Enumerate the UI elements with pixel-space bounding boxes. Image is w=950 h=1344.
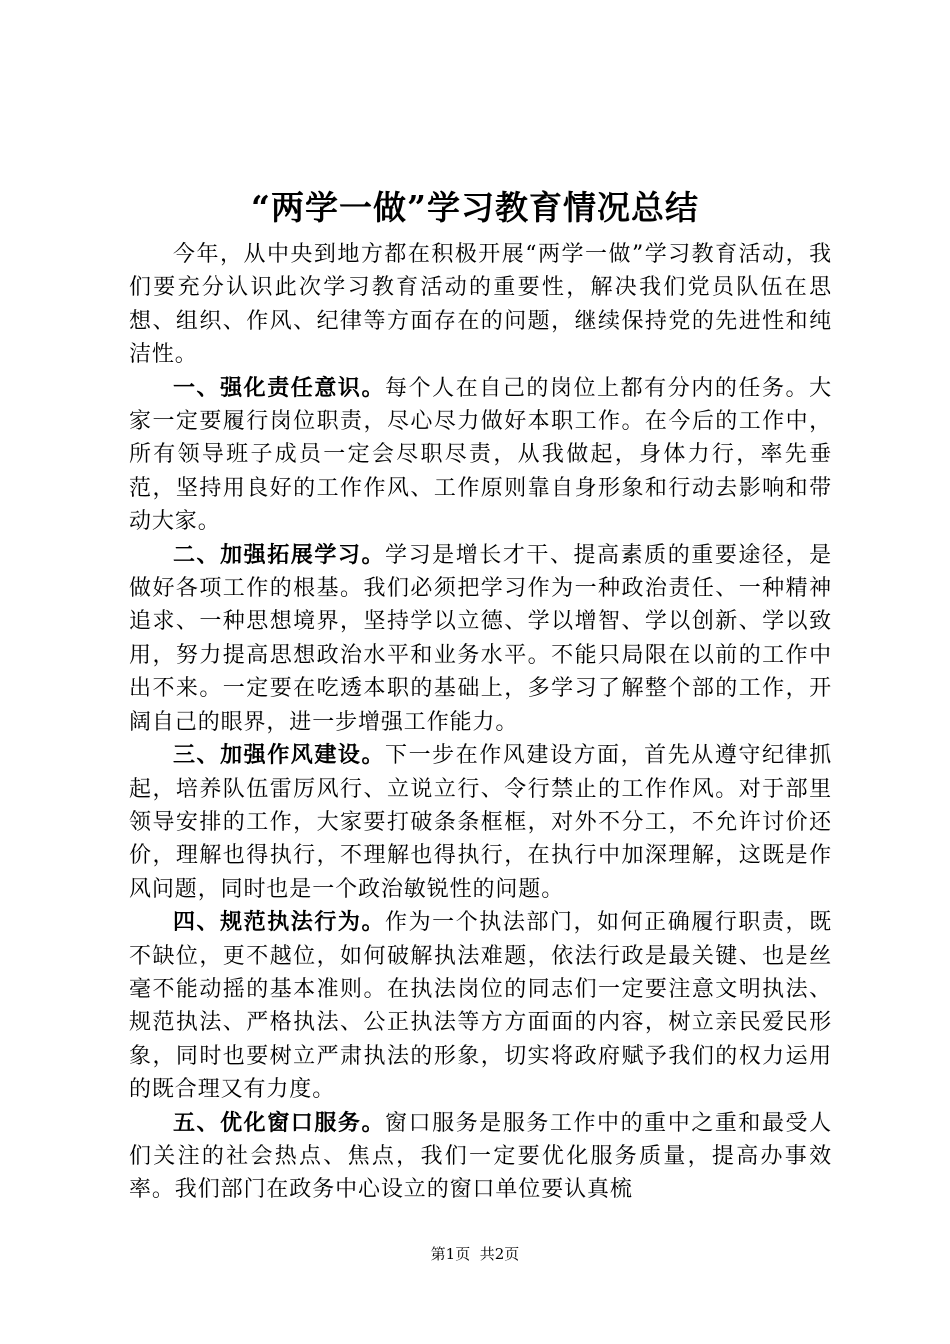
page-number-current: 第1页 (430, 1245, 471, 1263)
document-title: “两学一做”学习教育情况总结 (251, 188, 699, 227)
section-heading-2: 二、加强拓展学习。 (173, 541, 386, 568)
section-heading-3: 三、加强作风建设。 (173, 742, 386, 769)
section-heading-5: 五、优化窗口服务。 (173, 1109, 386, 1136)
section-heading-1: 一、强化责任意识。 (173, 374, 386, 401)
section-paragraph-3 (129, 739, 832, 906)
section-text-1: 每个人在自己的岗位上都有分内的任务。大家一定要履行岗位职责，尽心尽力做好本职工作。在今后的工作中，所有领导班子成员一定会尽职尽责，从我做起，身体力行，率先垂范，坚持用良好的工作作风、工作原则靠自身形象和行动去影响和带动大家。 (129, 375, 832, 535)
section-paragraph-1 (129, 372, 832, 539)
section-text-5: 窗口服务是服务工作中的重中之重和最受人们关注的社会热点、焦点，我们一定要优化服务质量，提高办事效率。我们部门在政务中心设立的窗口单位要认真梳 (129, 1110, 832, 1203)
section-text-2: 学习是增长才干、提高素质的重要途径，是做好各项工作的根基。我们必须把学习作为一种政治责任、一种精神追求、一种思想境界，坚持学以立德、学以增智、学以创新、学以致用，努力提高思想政治水平和业务水平。不能只局限在以前的工作中出不来。一定要在吃透本职的基础上，多学习了解整个部的工作，开阔自己的眼界，进一步增强工作能力。 (129, 542, 832, 735)
section-paragraph-5 (129, 1107, 832, 1207)
page-footer (0, 1244, 950, 1264)
document-body (129, 238, 832, 1207)
section-text-3: 下一步在作风建设方面，首先从遵守纪律抓起，培养队伍雷厉风行、立说立行、令行禁止的工作作风。对于部里领导安排的工作，大家要打破条条框框，对外不分工，不允许讨价还价，理解也得执行，不理解也得执行，在执行中加深理解，这既是作风问题，同时也是一个政治敏锐性的问题。 (129, 743, 832, 902)
section-text-4: 作为一个执法部门，如何正确履行职责，既不缺位，更不越位，如何破解执法难题，依法行政是最关键、也是丝毫不能动摇的基本准则。在执法岗位的同志们一定要注意文明执法、规范执法、严格执法、公正执法等方方面面的内容，树立亲民爱民形象，同时也要树立严肃执法的形象，切实将政府赋予我们的权力运用的既合理又有力度。 (129, 910, 832, 1103)
section-paragraph-4 (129, 906, 832, 1106)
footer-spacer (470, 1245, 480, 1263)
intro-paragraph: 今年，从中央到地方都在积极开展“两学一做”学习教育活动，我们要充分认识此次学习教育活动的重要性，解决我们党员队伍在思想、组织、作风、纪律等方面存在的问题，继续保持党的先进性和纯洁性。 (129, 242, 832, 368)
section-paragraph-2 (129, 539, 832, 739)
page-number-total: 共2页 (479, 1245, 520, 1263)
section-heading-4: 四、规范执法行为。 (173, 909, 386, 936)
